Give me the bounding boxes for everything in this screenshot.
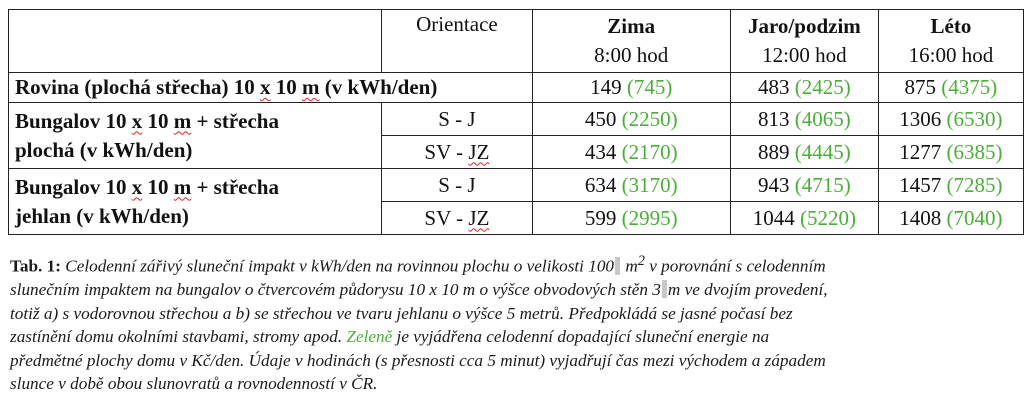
cell-plain-spring: 483 (2425) [730, 73, 878, 103]
cell-flat-summer-2: 1277 (6385) [878, 136, 1023, 169]
caption-line-3: totiž a) s vodorovnou střechou a b) se střechou ve tvaru jehlanu o výšce 5 metrů. Předpokládá se jasné počasí bez [10, 303, 793, 323]
cell-plain-winter: 149 (745) [532, 73, 730, 103]
table-row-pyramid-sj [9, 169, 1024, 202]
cell-plain-summer: 875 (4375) [878, 73, 1023, 103]
table-caption: Tab. 1: Celodenní zářivý sluneční impakt v kWh/den na rovinnou plochu o velikosti 100 $m^2$ v porovnání s celodenním slunečním impaktem na bungalov o čtvercovém půdorysu 10 x 10 m o výšce obvodových stěn 3 m ve dvojím provedení, totiž a) s vodorovnou střechou a b) se střechou ve tvaru jehlanu o výšce 5 metrů. Předpokládá se jasné počasí bez zastínění domu okolními stavbami, stromy apod. Zeleně je vyjádřena celodenní dopadající sluneční energie na předmětné plochy domu v Kč/den. Údaje v hodinách (s přesnosti cca 5 minut) vyjadřují čas mezi východem a západem slunce v době obou slunovratů a rovnodenností v ČR. [10, 253, 828, 394]
winter-time: 8:00 hod [594, 43, 669, 67]
orientation-heading: Orientace [416, 12, 498, 36]
cell-pyramid-orient-1: S - J [382, 169, 532, 202]
cell-pyramid-spring-1: 943 (4715) [730, 169, 878, 202]
caption-line-5: předmětné plochy domu v Kč/den. Údaje v hodinách (s přesnosti cca 5 minut) vyjadřují čas mezi východem a západem [10, 350, 826, 370]
cell-flat-orient-1: S - J [382, 103, 532, 136]
table-row-flat-sj [9, 103, 1024, 136]
caption-green-word: Zeleně [346, 327, 393, 347]
cell-pyramid-winter-2: 599 (2995) [532, 202, 730, 235]
cell-pyramid-orient-2: SV - JZ [382, 202, 532, 235]
text-cursor-marker [615, 257, 620, 275]
summer-heading: Léto [930, 14, 972, 38]
caption-line-2: slunečním impaktem na bungalov o čtvercovém půdorysu 10 x 10 m o výšce obvodových stěn 3 [10, 280, 661, 300]
row-label-pyramid: Bungalov 10 x 10 m + střecha jehlan (v kWh/den) [9, 169, 382, 235]
header-summer [878, 10, 1023, 73]
header-orientation [382, 10, 532, 73]
header-winter [532, 10, 730, 73]
caption-line-4: zastínění domu okolními stavbami, stromy apod. [10, 327, 347, 347]
cell-flat-spring-2: 889 (4445) [730, 136, 878, 169]
spring-time: 12:00 hod [762, 43, 847, 67]
header-spring [730, 10, 878, 73]
row-label-flat: Bungalov 10 x 10 m + střecha plochá (v kWh/den) [9, 103, 382, 169]
caption-label: Tab. 1: [10, 256, 61, 276]
cell-flat-orient-2: SV - JZ [382, 136, 532, 169]
text-cursor-marker-2 [662, 280, 667, 298]
winter-heading: Zima [607, 14, 656, 38]
caption-line-6: slunce v době obou slunovratů a rovnodenností v ČR. [10, 374, 378, 394]
spring-heading: Jaro/podzim [747, 14, 861, 38]
caption-line-1: Celodenní zářivý sluneční impakt v kWh/den na rovinnou plochu o velikosti 100 [60, 256, 615, 276]
irradiance-table [8, 9, 1024, 235]
row-label-plain: Rovina (plochá střecha) 10 x 10 m (v kWh/den) [9, 73, 533, 103]
header-empty-cell [9, 10, 382, 73]
cell-flat-winter-2: 434 (2170) [532, 136, 730, 169]
cell-flat-summer-1: 1306 (6530) [878, 103, 1023, 136]
cell-flat-winter-1: 450 (2250) [532, 103, 730, 136]
cell-flat-spring-1: 813 (4065) [730, 103, 878, 136]
table-header-row [9, 10, 1024, 73]
summer-time: 16:00 hod [908, 43, 994, 67]
cell-pyramid-summer-2: 1408 (7040) [878, 202, 1023, 235]
cell-pyramid-spring-2: 1044 (5220) [730, 202, 878, 235]
cell-pyramid-summer-1: 1457 (7285) [878, 169, 1023, 202]
table-row-plain [9, 73, 1024, 103]
cell-pyramid-winter-1: 634 (3170) [532, 169, 730, 202]
